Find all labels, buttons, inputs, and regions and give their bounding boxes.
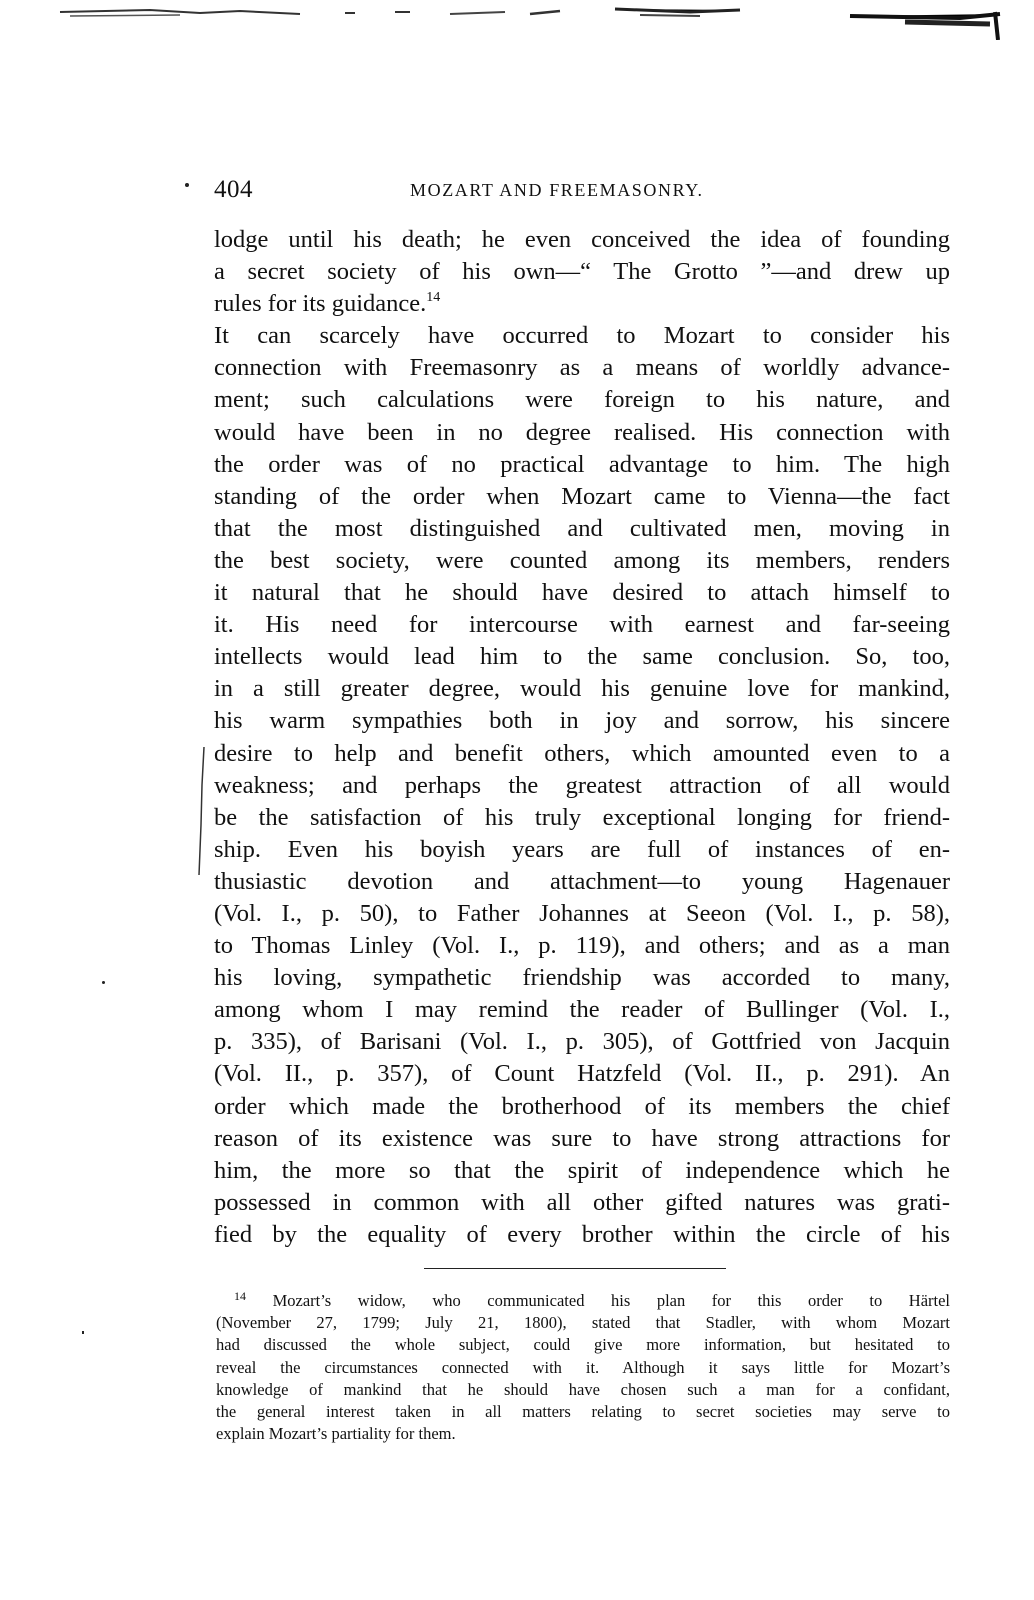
text-line: ship. Even his boyish years are full of instances of en- [214,835,950,863]
text-line: thusiastic devotion and attachment—to young Hagenauer [214,867,950,895]
footnote-line: the general interest taken in all matters relating to secret societies may serve to [216,1401,950,1421]
text-line: it. His need for intercourse with earnest and far-seeing [214,611,950,639]
text-line: his warm sympathies both in joy and sorrow, his sincere [214,707,950,735]
text-line: p. 335), of Barisani (Vol. I., p. 305), of Gottfried von Jacquin [214,1028,950,1056]
text-line: reason of its existence was sure to have strong attractions for [214,1124,950,1152]
footnote [216,1290,950,1445]
footnote-line-content: Mozart’s widow, who communicated his plan for this order to Härtel [272,1291,951,1310]
text-line: it natural that he should have desired to attach himself to [214,579,950,607]
text-line: be the satisfaction of his truly exceptional longing for friend- [214,803,950,831]
footnote-separator-rule [424,1268,726,1269]
text-line: his loving, sympathetic friendship was accorded to many, [214,964,950,992]
running-title: MOZART AND FREEMASONRY. [410,180,704,200]
text-line: in a still greater degree, would his genuine love for mankind, [214,675,950,703]
text-line: (Vol. II., p. 357), of Count Hatzfeld (Vol. II., p. 291). An [214,1060,950,1088]
text-line: weakness; and perhaps the greatest attraction of all would [214,771,950,799]
text-line: intellects would lead him to the same conclusion. So, too, [214,643,950,671]
footnote-line: (November 27, 1799; July 21, 1800), stated that Stadler, with whom Mozart [216,1313,950,1333]
margin-dot [185,183,189,187]
text-line: the best society, were counted among its members, renders [214,546,950,574]
footnote-reference: 14 [426,290,441,306]
body-text [214,224,950,1251]
text-line: connection with Freemasonry as a means of worldly advance- [214,354,950,382]
footnote-line: knowledge of mankind that he should have chosen such a man for a confidant, [216,1379,950,1399]
text-line: ment; such calculations were foreign to his nature, and [214,386,950,414]
footnote-line: had discussed the whole subject, could give more information, but hesitated to [216,1335,950,1355]
text-line: to Thomas Linley (Vol. I., p. 119), and others; and as a man [214,932,950,960]
text-line: a secret society of his own—“ The Grotto ”—and drew up [214,258,950,286]
running-header [214,176,950,208]
text-line: fied by the equality of every brother within the circle of his [214,1220,950,1248]
footnote-line: reveal the circumstances connected with it. Although it says little for Mozart’s [216,1357,950,1377]
text-line: lodge until his death; he even conceived the idea of founding [214,226,950,253]
text-line: (Vol. I., p. 50), to Father Johannes at Seeon (Vol. I., p. 58), [214,899,950,927]
footnote-line [216,1290,950,1312]
text-line: standing of the order when Mozart came to Vienna—the fact [214,482,950,510]
text-line: desire to help and benefit others, which amounted even to a [214,739,950,767]
margin-pencil-line [196,745,210,885]
text-line: would have been in no degree realised. His connection with [214,418,950,446]
text-line: among whom I may remind the reader of Bullinger (Vol. I., [214,996,950,1024]
text-line: possessed in common with all other gifted natures was grati- [214,1188,950,1216]
text-line: It can scarcely have occurred to Mozart to consider his [214,322,950,350]
text-line: order which made the brotherhood of its members the chief [214,1092,950,1120]
text-line: him, the more so that the spirit of independence which he [214,1156,950,1184]
text-line: that the most distinguished and cultivated men, moving in [214,514,950,542]
margin-dot [102,981,105,984]
margin-dot [82,1331,84,1334]
footnote-line: explain Mozart’s partiality for them. [216,1424,456,1444]
text-line [214,288,950,320]
text-line-content: rules for its guidance. [214,290,427,318]
footnote-marker: 14 [234,1289,246,1303]
text-line: the order was of no practical advantage to him. The high [214,450,950,478]
scan-edge-artifacts [0,0,1034,40]
page-number: 404 [214,176,253,203]
